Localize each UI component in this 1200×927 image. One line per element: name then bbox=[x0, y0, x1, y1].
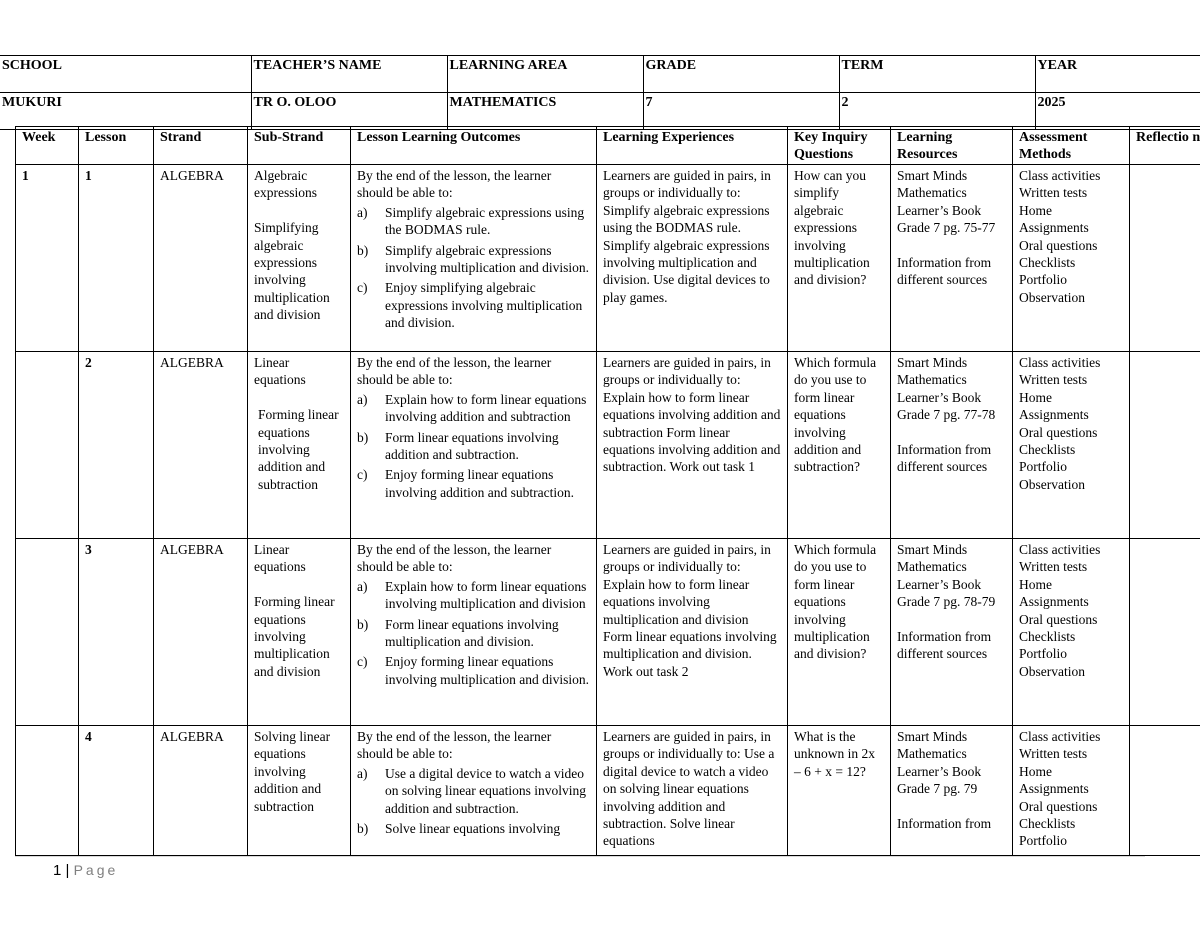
outcome-item: b) Solve linear equations involving bbox=[357, 821, 561, 837]
col-sub-strand: Sub-Strand bbox=[248, 127, 351, 165]
outcome-item: a) Explain how to form linear equations involving addition and subtraction bbox=[357, 391, 587, 425]
sub-strand-detail: Forming linear equations involving multiplication and division bbox=[254, 594, 335, 679]
col-strand: Strand bbox=[154, 127, 248, 165]
footer-divider bbox=[15, 856, 1145, 857]
question-cell: Which formula do you use to form linear equations involving addition and subtraction? bbox=[788, 352, 891, 539]
week-cell bbox=[16, 539, 79, 726]
outcome-item: b) Form linear equations involving addition and subtraction. bbox=[357, 429, 559, 463]
question-cell: What is the unknown in 2x – 6 + x = 12? bbox=[788, 726, 891, 856]
table-row bbox=[16, 352, 1200, 539]
header-grade-value: 7 bbox=[643, 93, 839, 130]
assessment-cell: Class activities Written tests Home Assignments Oral questions Checklists Portfolio Observation bbox=[1013, 165, 1130, 352]
outcomes-intro: By the end of the lesson, the learner should be able to: bbox=[357, 355, 552, 388]
col-resources: Learning Resources bbox=[891, 127, 1013, 165]
col-reflection: Reflectio n bbox=[1130, 127, 1200, 165]
resources-other: Information from bbox=[897, 816, 992, 832]
outcome-item: a) Simplify algebraic expressions using the BODMAS rule. bbox=[357, 204, 585, 238]
reflection-cell bbox=[1130, 352, 1200, 539]
experiences-cell: Learners are guided in pairs, in groups or individually to: Explain how to form linear equations involving multiplication and division Form linear equations involving multiplication and division. Work out task 2 bbox=[597, 539, 788, 726]
resources-cell bbox=[891, 726, 1013, 856]
table-row bbox=[16, 726, 1200, 856]
column-header-row bbox=[16, 127, 1200, 165]
header-area-value: MATHEMATICS bbox=[447, 93, 643, 130]
reflection-cell bbox=[1130, 165, 1200, 352]
sub-strand-title: Linear equations bbox=[254, 355, 306, 388]
sub-strand-cell bbox=[248, 726, 351, 856]
header-table bbox=[0, 55, 1200, 130]
resources-cell bbox=[891, 539, 1013, 726]
outcome-item: a) Explain how to form linear equations involving multiplication and division bbox=[357, 578, 587, 612]
page-footer bbox=[53, 862, 118, 879]
table-row bbox=[16, 165, 1200, 352]
header-year-value: 2025 bbox=[1035, 93, 1200, 130]
lesson-cell: 3 bbox=[79, 539, 154, 726]
reflection-cell bbox=[1130, 726, 1200, 856]
outcome-item: c) Enjoy forming linear equations involving addition and subtraction. bbox=[357, 467, 574, 500]
resources-book: Smart Minds Mathematics Learner’s Book Grade 7 pg. 78-79 bbox=[897, 542, 996, 610]
outcomes-intro: By the end of the lesson, the learner should be able to: bbox=[357, 168, 552, 201]
resources-book: Smart Minds Mathematics Learner’s Book Grade 7 pg. 77-78 bbox=[897, 355, 996, 423]
outcome-item: c) Enjoy simplifying algebraic expressions involving multiplication and division. bbox=[357, 280, 583, 331]
col-questions: Key Inquiry Questions bbox=[788, 127, 891, 165]
experiences-cell: Learners are guided in pairs, in groups or individually to: Simplify algebraic expressions using the BODMAS rule. Simplify algebraic expressions involving multiplication and division. Use digital devices to play games. bbox=[597, 165, 788, 352]
header-teacher-label: TEACHER’S NAME bbox=[251, 56, 447, 93]
header-term-label: TERM bbox=[839, 56, 1035, 93]
question-cell: How can you simplify algebraic expressions involving multiplication and division? bbox=[788, 165, 891, 352]
col-week: Week bbox=[16, 127, 79, 165]
sub-strand-detail: Simplifying algebraic expressions involving multiplication and division bbox=[254, 220, 330, 323]
experiences-cell: Learners are guided in pairs, in groups or individually to: Use a digital device to watch a video on solving linear equations involving addition and subtraction. Solve linear equations bbox=[597, 726, 788, 856]
resources-cell bbox=[891, 165, 1013, 352]
outcomes-cell bbox=[351, 726, 597, 856]
outcome-item: c) Enjoy forming linear equations involving multiplication and division. bbox=[357, 654, 589, 687]
resources-book: Smart Minds Mathematics Learner’s Book Grade 7 pg. 79 bbox=[897, 729, 982, 797]
header-label-row bbox=[0, 56, 1200, 93]
strand-cell: ALGEBRA bbox=[154, 165, 248, 352]
week-cell bbox=[16, 726, 79, 856]
strand-cell: ALGEBRA bbox=[154, 352, 248, 539]
sub-strand-title: Algebraic expressions bbox=[254, 168, 317, 201]
resources-cell bbox=[891, 352, 1013, 539]
lesson-cell: 1 bbox=[79, 165, 154, 352]
table-row bbox=[16, 539, 1200, 726]
footer-separator: | bbox=[65, 862, 70, 879]
header-value-row bbox=[0, 93, 1200, 130]
week-cell bbox=[16, 352, 79, 539]
col-experiences: Learning Experiences bbox=[597, 127, 788, 165]
outcome-item: b) Simplify algebraic expressions involving multiplication and division. bbox=[357, 242, 589, 276]
col-outcomes: Lesson Learning Outcomes bbox=[351, 127, 597, 165]
scheme-table bbox=[15, 126, 1200, 856]
header-term-value: 2 bbox=[839, 93, 1035, 130]
question-cell: Which formula do you use to form linear equations involving multiplication and division? bbox=[788, 539, 891, 726]
week-cell: 1 bbox=[16, 165, 79, 352]
strand-cell: ALGEBRA bbox=[154, 539, 248, 726]
header-grade-label: GRADE bbox=[643, 56, 839, 93]
page-number: 1 bbox=[53, 862, 62, 879]
sub-strand-detail: Forming linear equations involving addition and subtraction bbox=[258, 407, 339, 492]
resources-other: Information from different sources bbox=[897, 442, 992, 475]
experiences-cell: Learners are guided in pairs, in groups or individually to: Explain how to form linear equations involving addition and subtraction Form linear equations involving addition and subtraction. Work out task 1 bbox=[597, 352, 788, 539]
sub-strand-title: Linear equations bbox=[254, 542, 306, 575]
assessment-cell: Class activities Written tests Home Assignments Oral questions Checklists Portfolio Observation bbox=[1013, 539, 1130, 726]
lesson-cell: 4 bbox=[79, 726, 154, 856]
outcomes-intro: By the end of the lesson, the learner should be able to: bbox=[357, 542, 552, 575]
col-assessment: Assessment Methods bbox=[1013, 127, 1130, 165]
assessment-cell: Class activities Written tests Home Assignments Oral questions Checklists Portfolio Observation bbox=[1013, 352, 1130, 539]
outcomes-cell bbox=[351, 539, 597, 726]
header-teacher-value: TR O. OLOO bbox=[251, 93, 447, 130]
sub-strand-title: Solving linear equations involving addition and subtraction bbox=[254, 729, 331, 814]
header-year-label: YEAR bbox=[1035, 56, 1200, 93]
outcomes-intro: By the end of the lesson, the learner should be able to: bbox=[357, 729, 552, 762]
reflection-cell bbox=[1130, 539, 1200, 726]
sub-strand-cell bbox=[248, 539, 351, 726]
sub-strand-cell bbox=[248, 352, 351, 539]
outcome-item: a) Use a digital device to watch a video on solving linear equations involving addition and subtraction. bbox=[357, 765, 586, 816]
header-school-value: MUKURI bbox=[0, 93, 251, 130]
outcomes-cell bbox=[351, 165, 597, 352]
col-lesson: Lesson bbox=[79, 127, 154, 165]
header-school-label: SCHOOL bbox=[0, 56, 251, 93]
resources-book: Smart Minds Mathematics Learner’s Book Grade 7 pg. 75-77 bbox=[897, 168, 996, 236]
resources-other: Information from different sources bbox=[897, 629, 992, 662]
assessment-cell: Class activities Written tests Home Assignments Oral questions Checklists Portfolio bbox=[1013, 726, 1130, 856]
strand-cell: ALGEBRA bbox=[154, 726, 248, 856]
resources-other: Information from different sources bbox=[897, 255, 992, 288]
outcome-item: b) Form linear equations involving multiplication and division. bbox=[357, 616, 559, 650]
page-word: Page bbox=[73, 862, 119, 878]
outcomes-cell bbox=[351, 352, 597, 539]
lesson-cell: 2 bbox=[79, 352, 154, 539]
sub-strand-cell bbox=[248, 165, 351, 352]
header-area-label: LEARNING AREA bbox=[447, 56, 643, 93]
